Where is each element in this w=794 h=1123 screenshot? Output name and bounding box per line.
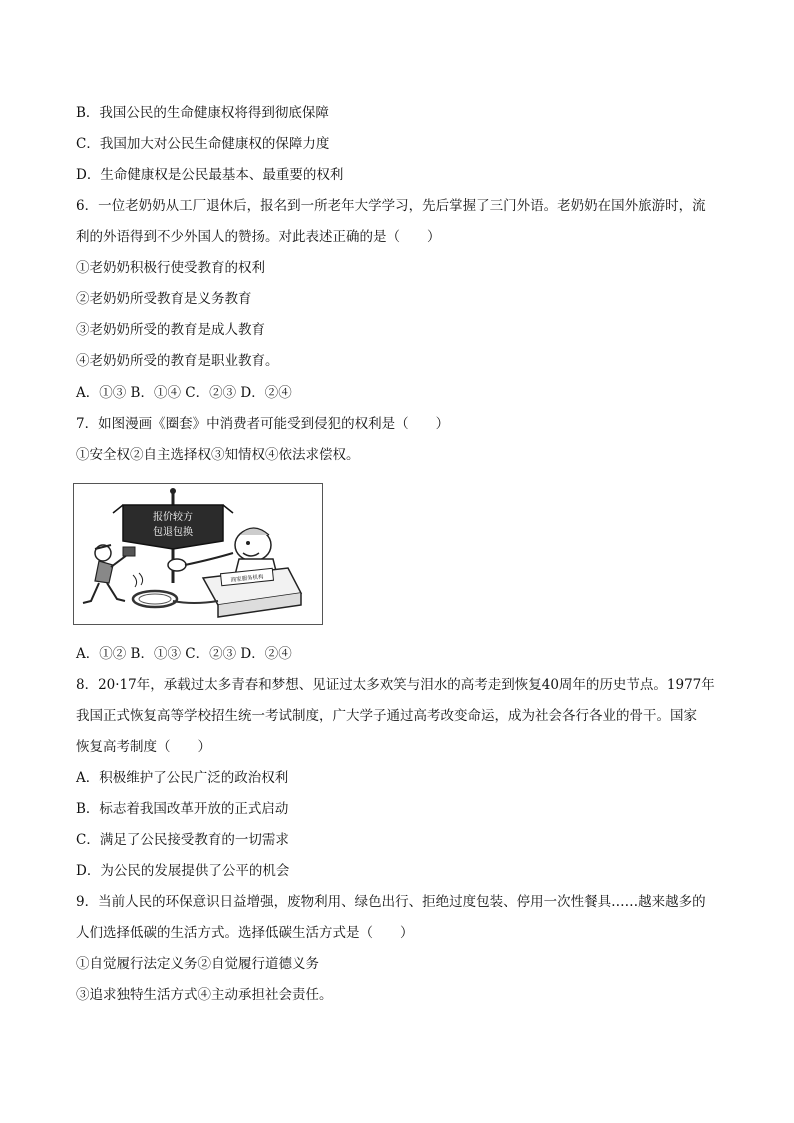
q6-statement-1: ①老奶奶积极行使受教育的权利 (76, 260, 265, 276)
q6-statement-2: ②老奶奶所受教育是义务教育 (76, 291, 252, 307)
q8-option-a: A．积极维护了公民广泛的政治权利 (76, 770, 289, 786)
q7-stem: 7．如图漫画《圈套》中消费者可能受到侵犯的权利是（ ） (76, 416, 450, 432)
q7-statements: ①安全权②自主选择权③知情权④依法求偿权。 (76, 447, 360, 463)
q8-stem-line3: 恢复高考制度（ ） (76, 739, 211, 755)
q5-option-c: C．我国加大对公民生命健康权的保障力度 (76, 136, 330, 152)
q5-option-d: D．生命健康权是公民最基本、最重要的权利 (76, 167, 344, 183)
q9-stem-line1: 9．当前人民的环保意识日益增强，废物利用、绿色出行、拒绝过度包装、停用一次性餐具……越来越多的 (76, 894, 706, 910)
q8-option-c: C．满足了公民接受教育的一切需求 (76, 832, 289, 848)
q8-option-b: B．标志着我国改革开放的正式启动 (76, 801, 289, 817)
desk-sign-text: 商家服务机构 (230, 574, 264, 584)
banner-text-2: 包退包换 (153, 527, 193, 538)
cartoon-trap-image (73, 483, 323, 625)
q8-option-d: D．为公民的发展提供了公平的机会 (76, 863, 290, 879)
q7-choices: A．①② B．①③ C．②③ D．②④ (76, 646, 292, 662)
q6-statement-4: ④老奶奶所受的教育是职业教育。 (76, 353, 279, 369)
q6-stem-line2: 利的外语得到不少外国人的赞扬。对此表述正确的是（ ） (76, 229, 441, 245)
q5-option-b: B．我国公民的生命健康权将得到彻底保障 (76, 105, 329, 121)
banner-text-1: 报价较方 (153, 512, 193, 523)
q9-statements-line2: ③追求独特生活方式④主动承担社会责任。 (76, 987, 333, 1003)
q6-choices: A．①③ B．①④ C．②③ D．②④ (76, 385, 292, 401)
q6-stem-line1: 6．一位老奶奶从工厂退休后，报名到一所老年大学学习，先后掌握了三门外语。老奶奶在国外旅游时，流 (76, 198, 706, 214)
q6-statement-3: ③老奶奶所受的教育是成人教育 (76, 322, 265, 338)
q9-statements-line1: ①自觉履行法定义务②自觉履行道德义务 (76, 956, 319, 972)
q8-stem-line2: 我国正式恢复高等学校招生统一考试制度，广大学子通过高考改变命运，成为社会各行各业的骨干。国家 (76, 708, 697, 724)
q8-stem-line1: 8．20·17年，承载过太多青春和梦想、见证过太多欢笑与泪水的高考走到恢复40周年的历史节点。1977年 (76, 677, 715, 693)
q9-stem-line2: 人们选择低碳的生活方式。选择低碳生活方式是（ ） (76, 925, 414, 941)
